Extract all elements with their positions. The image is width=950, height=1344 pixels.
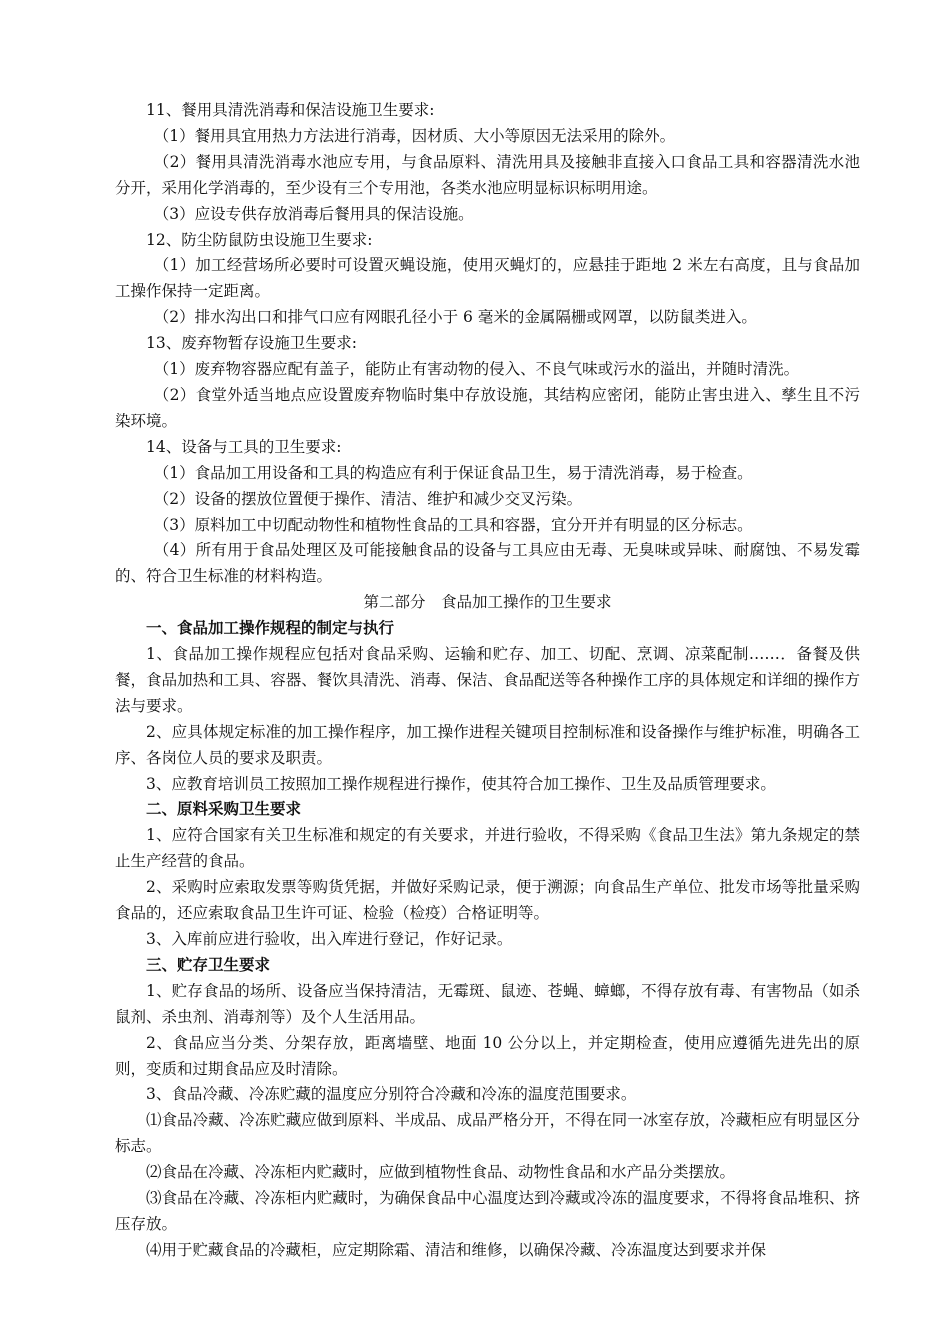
sub-item: （2）排水沟出口和排气口应有网眼孔径小于 6 毫米的金属隔栅或网罩，以防鼠类进入。 (153, 308, 757, 327)
paragraph: 2、食品应当分类、分架存放，距离墙壁、地面 10 公分以上，并定期检查，使用应遵循先进先出的原则，变质和过期食品应及时清除。 (115, 1033, 860, 1078)
sub-item: （1）食品加工用设备和工具的构造应有利于保证食品卫生，易于清洗消毒，易于检查。 (153, 463, 753, 482)
paragraph: 1、食品加工操作规程应包括对食品采购、运输和贮存、加工、切配、烹调、凉菜配制……．备餐及供餐，食品加热和工具、容器、餐饮具清洗、消毒、保洁、食品配送等各种操作工序的具体规定和详细的操作方法与要求。 (115, 645, 860, 715)
paragraph: ⑶食品在冷藏、冷冻柜内贮藏时，为确保食品中心温度达到冷藏或冷冻的温度要求，不得将食品堆积、挤压存放。 (115, 1189, 860, 1233)
sub-item: （2）设备的摆放位置便于操作、清洁、维护和减少交叉污染。 (153, 489, 583, 508)
sub-item: （1）餐用具宜用热力方法进行消毒，因材质、大小等原因无法采用的除外。 (153, 126, 676, 145)
paragraph: ⑷用于贮藏食品的冷藏柜，应定期除霜、清洁和维修，以确保冷藏、冷冻温度达到要求并保 (146, 1240, 767, 1259)
paragraph: 3、应教育培训员工按照加工操作规程进行操作，使其符合加工操作、卫生及品质管理要求。 (146, 774, 776, 793)
paragraph: 1、贮存食品的场所、设备应当保持清洁，无霉斑、鼠迹、苍蝇、蟑螂，不得存放有毒、有害物品（如杀鼠剂、杀虫剂、消毒剂等）及个人生活用品。 (115, 981, 860, 1026)
section-heading: 二、原料采购卫生要求 (146, 800, 302, 819)
sub-item: （3）应设专供存放消毒后餐用具的保洁设施。 (153, 204, 474, 223)
paragraph: 2、采购时应索取发票等购货凭据，并做好采购记录，便于溯源；向食品生产单位、批发市场等批量采购食品的，还应索取食品卫生许可证、检验（检疫）合格证明等。 (115, 878, 860, 923)
paragraph: ⑵食品在冷藏、冷冻柜内贮藏时，应做到植物性食品、动物性食品和水产品分类摆放。 (146, 1163, 736, 1182)
paragraph: 3、食品冷藏、冷冻贮藏的温度应分别符合冷藏和冷冻的温度范围要求。 (146, 1085, 637, 1104)
section-heading: 一、食品加工操作规程的制定与执行 (146, 619, 395, 638)
paragraph: ⑴食品冷藏、冷冻贮藏应做到原料、半成品、成品严格分开，不得在同一冰室存放，冷藏柜应有明显区分标志。 (115, 1111, 860, 1156)
sub-item: （2）餐用具清洗消毒水池应专用，与食品原料、清洗用具及接触非直接入口食品工具和容器清洗水池分开，采用化学消毒的，至少设有三个专用池，各类水池应明显标识标明用途。 (115, 152, 860, 197)
sub-item: （2）食堂外适当地点应设置废弃物临时集中存放设施，其结构应密闭，能防止害虫进入、孳生且不污染环境。 (115, 385, 860, 430)
document-page (115, 98, 860, 1264)
sub-item: （1）废弃物容器应配有盖子，能防止有害动物的侵入、不良气味或污水的溢出，并随时清洗。 (153, 360, 800, 379)
sub-item: （4）所有用于食品处理区及可能接触食品的设备与工具应由无毒、无臭味或异味、耐腐蚀、不易发霉的、符合卫生标准的材料构造。 (115, 541, 860, 586)
paragraph: 14、设备与工具的卫生要求: (146, 437, 342, 456)
paragraph: 1、应符合国家有关卫生标准和规定的有关要求，并进行验收，不得采购《食品卫生法》第九条规定的禁止生产经营的食品。 (115, 826, 860, 871)
sub-item: （1）加工经营场所必要时可设置灭蝇设施，使用灭蝇灯的，应悬挂于距地 2 米左右高度，且与食品加工操作保持一定距离。 (115, 256, 860, 301)
section-heading: 三、贮存卫生要求 (146, 955, 271, 974)
section-title: 第二部分 食品加工操作的卫生要求 (363, 593, 612, 612)
sub-item: （3）原料加工中切配动物性和植物性食品的工具和容器，宜分开并有明显的区分标志。 (153, 515, 753, 534)
paragraph: 12、防尘防鼠防虫设施卫生要求: (146, 230, 373, 249)
paragraph: 13、废弃物暂存设施卫生要求: (146, 334, 357, 353)
paragraph: 3、入库前应进行验收，出入库进行登记，作好记录。 (146, 930, 513, 948)
paragraph: 11、餐用具清洗消毒和保洁设施卫生要求: (146, 101, 435, 119)
paragraph: 2、应具体规定标准的加工操作程序，加工操作进程关键项目控制标准和设备操作与维护标准，明确各工序、各岗位人员的要求及职责。 (115, 722, 860, 767)
